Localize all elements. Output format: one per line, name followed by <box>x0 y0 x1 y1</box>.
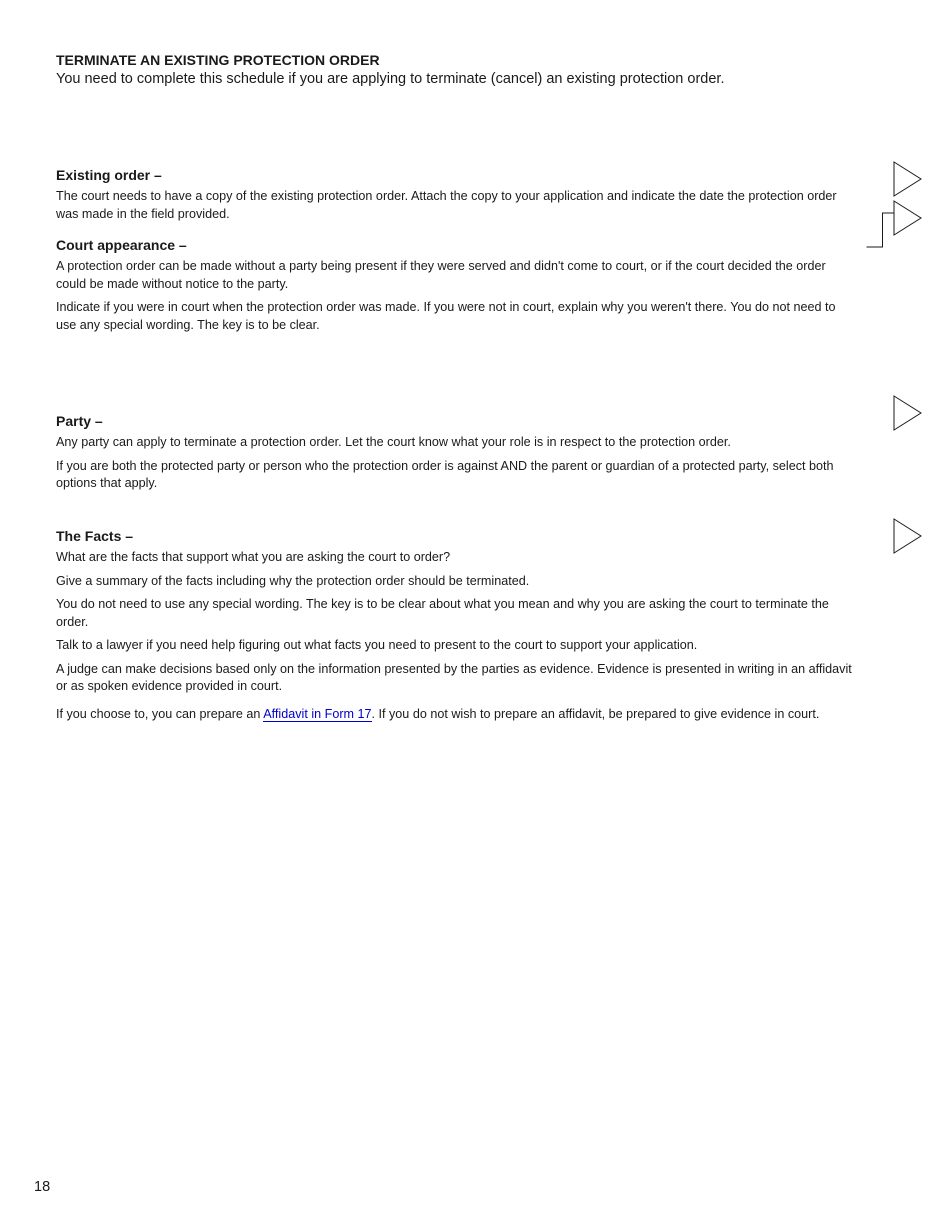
section-heading-the-facts: The Facts – <box>56 528 134 544</box>
closing-paragraph <box>56 706 876 724</box>
section-heading-court-appearance: Court appearance – <box>56 237 187 253</box>
bracket-connector-icon <box>866 200 926 250</box>
section-text: Talk to a lawyer if you need help figuring out what facts you need to present to the court to support your application. <box>56 638 698 652</box>
section-heading-existing-order: Existing order – <box>56 167 162 183</box>
section-text: The court needs to have a copy of the existing protection order. Attach the copy to your application and indicate the date the protection order was made in the field provided. <box>56 189 837 221</box>
closing-text-after: . If you do not wish to prepare an affidavit, be prepared to give evidence in court. <box>371 707 820 721</box>
section-existing-order <box>56 166 856 229</box>
section-heading-party: Party – <box>56 413 103 429</box>
section-text: You do not need to use any special wording. The key is to be clear about what you mean and why you are asking the court to terminate the order. <box>56 597 829 629</box>
section-text: A judge can make decisions based only on the information presented by the parties as evidence. Evidence is presented in writing in an affidavit or as spoken evidence provided in court. <box>56 661 852 693</box>
triangle-right-icon <box>892 518 924 554</box>
triangle-right-icon <box>892 161 924 197</box>
page-title: TERMINATE AN EXISTING PROTECTION ORDER <box>56 52 380 68</box>
triangle-right-icon <box>894 201 921 235</box>
section-text: A protection order can be made without a party being present if they were served and didn't come to court, or if the court decided the order could be made without notice to the party. <box>56 259 826 291</box>
section-text: Give a summary of the facts including why the protection order should be terminated. <box>56 573 530 588</box>
affidavit-form-17-link[interactable]: Affidavit in Form 17 <box>263 707 372 721</box>
closing-text-before: If you choose to, you can prepare an <box>56 707 264 721</box>
section-party <box>56 412 856 499</box>
section-court-appearance <box>56 236 856 340</box>
page-number: 18 <box>34 1179 51 1195</box>
section-text: What are the facts that support what you are asking the court to order? <box>56 550 451 564</box>
section-text: Indicate if you were in court when the protection order was made. If you were not in court, explain why you weren't there. You do not need to use any special wording. The key is to be clear. <box>56 300 836 332</box>
triangle-right-icon <box>892 395 924 431</box>
section-the-facts <box>56 527 856 702</box>
section-text: If you are both the protected party or person who the protection order is against AND the parent or guardian of a protected party, select both options that apply. <box>56 458 834 490</box>
page-intro: You need to complete this schedule if you are applying to terminate (cancel) an existing protection order. <box>56 71 725 87</box>
section-text: Any party can apply to terminate a protection order. Let the court know what your role is in respect to the protection order. <box>56 435 731 449</box>
